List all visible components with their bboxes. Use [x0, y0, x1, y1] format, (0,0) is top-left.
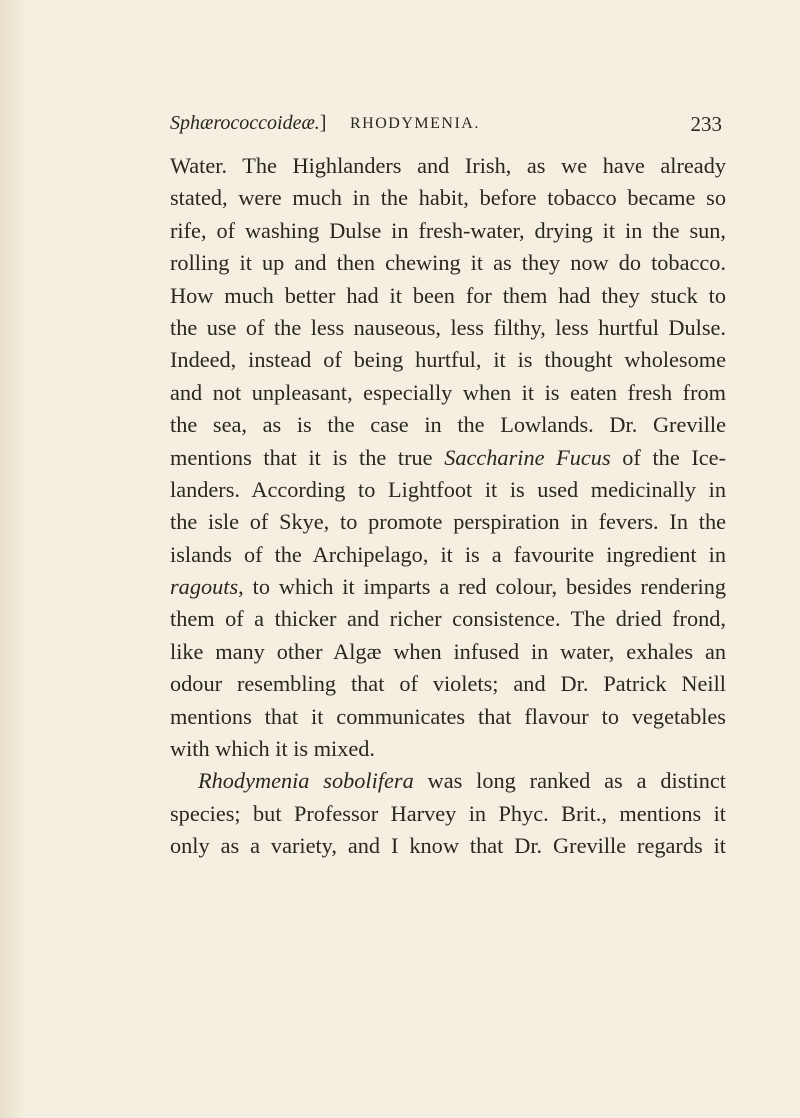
- text-line: [170, 377, 726, 409]
- text-run: the isle of Skye, to promote perspiration in fevers. In the: [170, 509, 726, 535]
- text-run: the sea, as is the case in the Lowlands. Dr. Greville: [170, 412, 726, 438]
- page-number: 233: [690, 112, 722, 136]
- running-head-section-name: Sphærococcoideæ.: [170, 112, 320, 134]
- running-head: [170, 112, 722, 142]
- running-head-section: [170, 112, 326, 135]
- text-run: How much better had it been for them had they stuck to: [170, 282, 726, 308]
- body-text: [170, 150, 726, 863]
- text-run: of the Ice-: [610, 444, 726, 470]
- text-line: [170, 636, 726, 668]
- text-run: rolling it up and then chewing it as they now do tobacco.: [170, 250, 726, 276]
- text-run: and not unpleasant, especially when it is eaten fresh from: [170, 379, 726, 405]
- text-run: rife, of washing Dulse in fresh-water, drying it in the sun,: [170, 217, 726, 243]
- text-run: Indeed, instead of being hurtful, it is thought wholesome: [170, 347, 726, 373]
- text-run: mentions that it is the true: [170, 444, 445, 470]
- text-line: [170, 733, 726, 765]
- text-run: the use of the less nauseous, less filthy, less hurtful Dulse.: [170, 314, 726, 340]
- text-line: [170, 344, 726, 376]
- italic-term: Saccharine Fucus: [444, 444, 611, 470]
- text-run: only as a variety, and I know that Dr. Greville regards it: [170, 833, 726, 859]
- text-line: [170, 506, 726, 538]
- text-line: [170, 539, 726, 571]
- italic-term: Rhodymenia sobolifera: [198, 768, 414, 794]
- paragraph-dulse-uses: [170, 150, 726, 765]
- text-run: mentions that it communicates that flavour to vegetables: [170, 703, 726, 729]
- text-run: odour resembling that of violets; and Dr. Patrick Neill: [170, 671, 726, 697]
- text-line: [170, 409, 726, 441]
- page-edge-shadow: [0, 0, 26, 1118]
- text-run: stated, were much in the habit, before tobacco became so: [170, 185, 726, 211]
- running-head-title: RHODYMENIA.: [350, 115, 480, 132]
- text-line: [170, 668, 726, 700]
- text-line: [170, 701, 726, 733]
- text-line: [170, 474, 726, 506]
- text-line: [170, 765, 726, 797]
- text-run: , to which it imparts a red colour, besides rendering: [238, 574, 726, 600]
- running-head-bracket: ]: [319, 112, 327, 134]
- text-run: landers. According to Lightfoot it is used medicinally in: [170, 476, 726, 502]
- text-run: them of a thicker and richer consistence. The dried frond,: [170, 606, 726, 632]
- text-line: [170, 215, 726, 247]
- text-line: [170, 798, 726, 830]
- text-run: Water. The Highlanders and Irish, as we have already: [170, 153, 726, 178]
- text-line: [170, 182, 726, 214]
- text-line: [170, 442, 726, 474]
- text-run: like many other Algæ when infused in water, exhales an: [170, 638, 726, 664]
- text-line: [170, 312, 726, 344]
- italic-term: ragouts: [170, 574, 239, 600]
- paragraph-rhodymenia-sobolifera: [170, 765, 726, 862]
- text-line: [170, 280, 726, 312]
- text-line: [170, 830, 726, 862]
- text-run: islands of the Archipelago, it is a favourite ingredient in: [170, 541, 726, 567]
- text-line: [170, 150, 726, 182]
- text-line: [170, 247, 726, 279]
- text-line: [170, 603, 726, 635]
- text-run: was long ranked as a distinct: [413, 768, 726, 794]
- text-line: [170, 571, 726, 603]
- text-run: with which it is mixed.: [170, 736, 375, 762]
- text-run: species; but Professor Harvey in Phyc. Brit., mentions it: [170, 800, 726, 826]
